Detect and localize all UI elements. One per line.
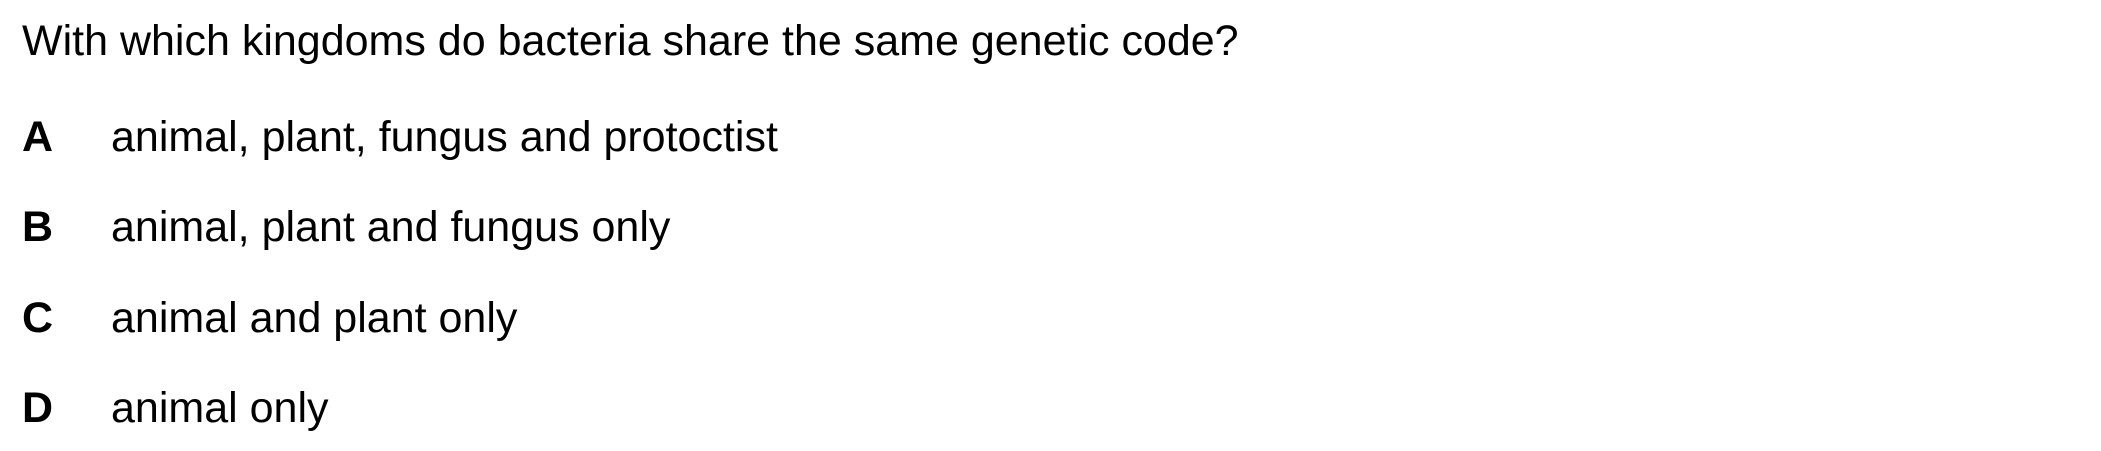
option-text: animal only	[111, 384, 329, 432]
question-text: With which kingdoms do bacteria share the same genetic code?	[22, 17, 1239, 65]
option-letter: A	[22, 113, 54, 161]
option-letter: B	[22, 203, 54, 251]
option-text: animal, plant, fungus and protoctist	[111, 113, 778, 161]
option-letter: C	[22, 294, 54, 342]
option-letter: D	[22, 384, 54, 432]
option-text: animal, plant and fungus only	[111, 203, 671, 251]
option-text: animal and plant only	[111, 294, 518, 342]
